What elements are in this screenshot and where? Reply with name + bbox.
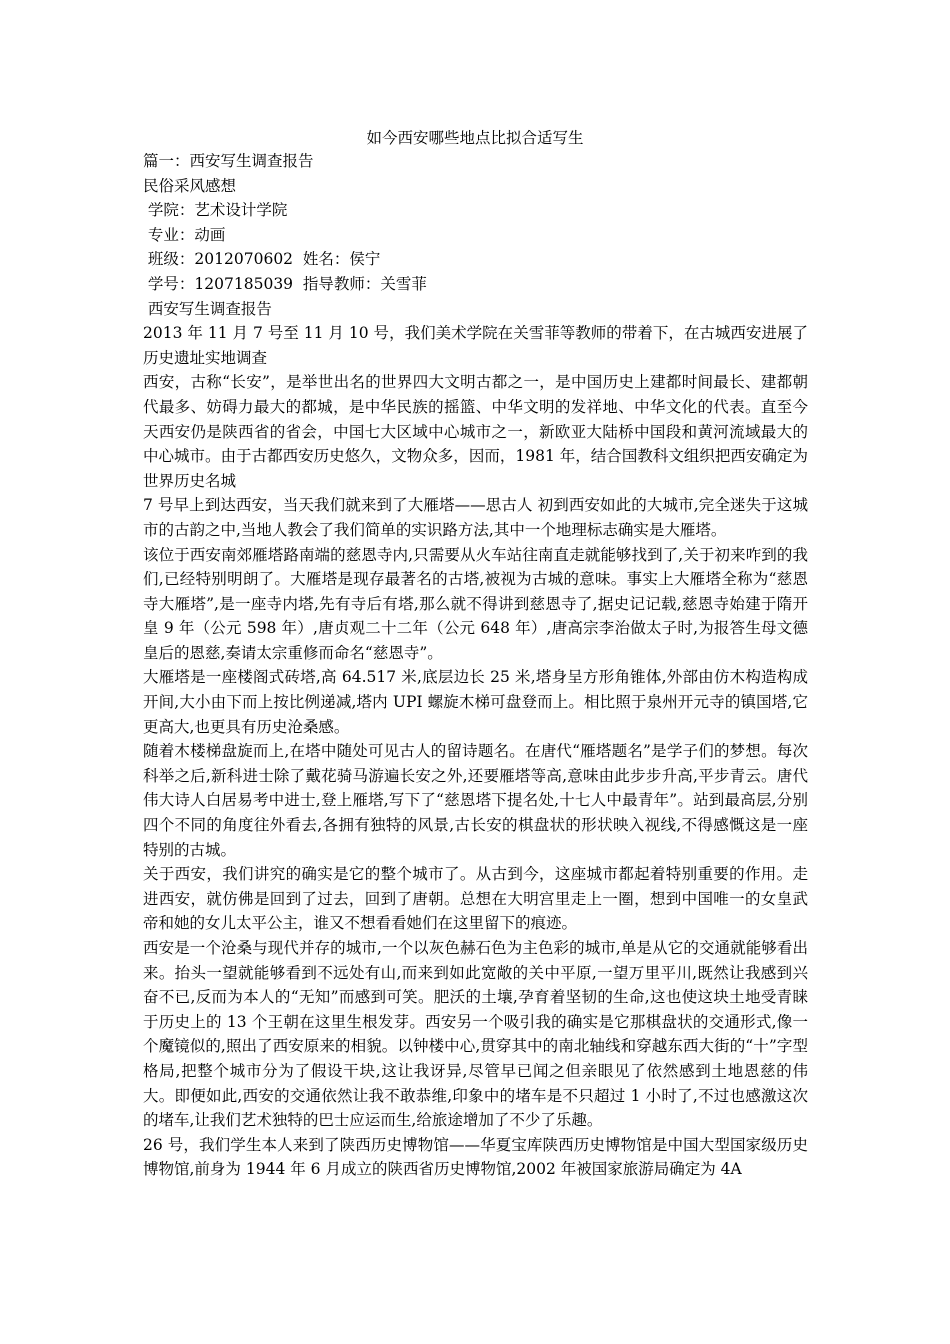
paragraph: 西安，古称“长安”，是举世出名的世界四大文明古都之一，是中国历史上建都时间最长、建都朝代最多、妨碍力最大的都城，是中华民族的摇篮、中华文明的发祥地、中华文化的代表。直至今天西安仍是陕西省的省会，中国七大区域中心城市之一，新欧亚大陆桥中国段和黄河流域最大的中心城市。由于古都西安历史悠久，文物众多，因而，1981 年，结合国教科文组织把西安确定为世界历史名城: [143, 373, 808, 490]
college-line: 学院：艺术设计学院: [143, 201, 288, 220]
paragraph: 大雁塔是一座楼阁式砖塔,高 64.517 米,底层边长 25 米,塔身呈方形角锥体,外部由仿木构造构成开间,大小由下而上按比例递减,塔内 UPI 螺旋木梯可盘登而上。相比照于泉州开元寺的镇国塔,它更高大,也更具有历史沧桑感。: [143, 668, 808, 736]
paragraph: 随着木楼梯盘旋而上,在塔中随处可见古人的留诗题名。在唐代“雁塔题名”是学子们的梦想。每次科举之后,新科进士除了戴花骑马游遍长安之外,还要雁塔等高,意味由此步步升高,平步青云。唐代伟大诗人白居易考中进士,登上雁塔,写下了“慈恩塔下提名处,十七人中最青年”。站到最高层,分别四个不同的角度往外看去,各拥有独特的风景,古长安的棋盘状的形状映入视线,不得感慨这是一座特别的古城。: [143, 742, 808, 859]
document-body: [143, 149, 808, 1182]
paragraph: 该位于西安南郊雁塔路南端的慈恩寺内,只需要从火车站往南直走就能够找到了,关于初来咋到的我们,已经特别明朗了。大雁塔是现存最著名的古塔,被视为古城的意味。事实上大雁塔全称为“慈恩寺大雁塔”,是一座寺内塔,先有寺后有塔,那么就不得讲到慈恩寺了,据史记记载,慈恩寺始建于隋开皇 9 年（公元 598 年）,唐贞观二十二年（公元 648 年）,唐高宗李治做太子时,为报答生母文德皇后的恩慈,奏请太宗重修而命名“慈恩寺”。: [143, 545, 808, 662]
paragraph: 26 号，我们学生本人来到了陕西历史博物馆——华夏宝库陕西历史博物馆是中国大型国家级历史博物馆,前身为 1944 年 6 月成立的陕西省历史博物馆,2002 年被国家旅游局确定为 4A: [143, 1135, 808, 1179]
class-name-line: 班级：2012070602 姓名：侯宁: [143, 250, 381, 269]
report-title-line: 西安写生调查报告: [143, 299, 272, 318]
paragraph: 2013 年 11 月 7 号至 11 月 10 号，我们美术学院在关雪菲等教师的带着下，在古城西安进展了历史遗址实地调查: [143, 324, 808, 367]
section-heading: 篇一：西安写生调查报告: [143, 152, 314, 170]
document-title: 如今西安哪些地点比拟合适写生: [366, 129, 584, 147]
subtitle: 民俗采风感想: [143, 176, 237, 195]
paragraph: 关于西安，我们讲究的确实是它的整个城市了。从古到今，这座城市都起着特别重要的作用。走进西安，就仿佛是回到了过去，回到了唐朝。总想在大明宫里走上一圈，想到中国唯一的女皇武帝和她的女儿太平公主，谁又不想看看她们在这里留下的痕迹。: [143, 865, 808, 933]
student-id-teacher-line: 学号：1207185039 指导教师：关雪菲: [143, 274, 427, 293]
paragraph: 西安是一个沧桑与现代并存的城市,一个以灰色赫石色为主色彩的城市,单是从它的交通就能够看出来。抬头一望就能够看到不远处有山,而来到如此宽敞的关中平原,一望万里平川,既然让我感到兴奋不已,反而为本人的“无知”而感到可笑。肥沃的土壤,孕育着坚韧的生命,这也使这块土地受青睐于历史上的 13 个王朝在这里生根发芽。西安另一个吸引我的确实是它那棋盘状的交通形式,像一个魔镜似的,照出了西安原来的相貌。以钟楼中心,贯穿其中的南北轴线和穿越东西大街的“十”字型格局,把整个城市分为了假设干块,这让我讶异,尽管早已闻之但亲眼见了依然感到土地恩慈的伟大。即便如此,西安的交通依然让我不敢恭维,印象中的堵车是不只超过 1 小时了,不过也感激这次的堵车,让我们艺术独特的巴士应运而生,给旅途增加了不少了乐趣。: [143, 939, 808, 1130]
paragraph: 7 号早上到达西安，当天我们就来到了大雁塔——思古人 初到西安如此的大城市,完全迷失于这城市的古韵之中,当地人教会了我们简单的实识路方法,其中一个地理标志确实是大雁塔。: [143, 496, 808, 539]
major-line: 专业：动画: [143, 225, 226, 244]
